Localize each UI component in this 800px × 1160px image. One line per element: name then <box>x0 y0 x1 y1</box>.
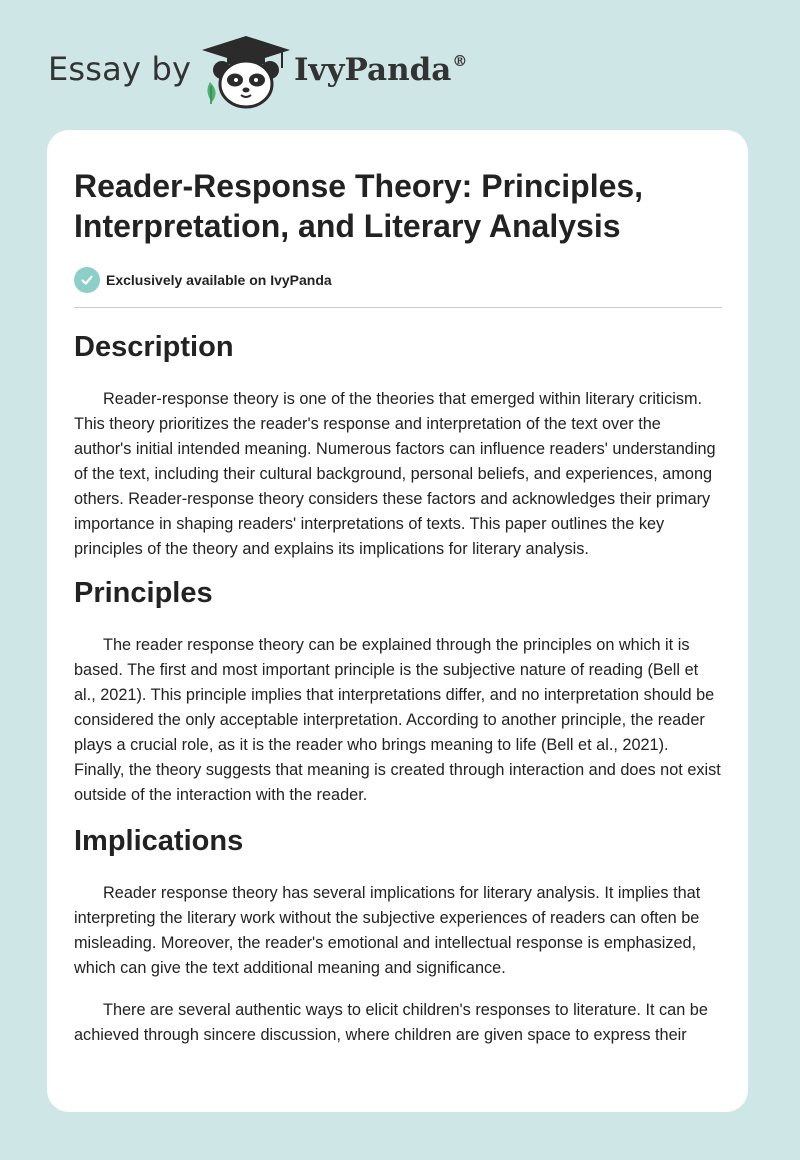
essay-content <box>74 166 722 1048</box>
panda-graduate-icon[interactable] <box>200 34 292 110</box>
section-heading-description: Description <box>74 331 234 363</box>
paragraph: There are several authentic ways to elicit children's responses to literature. It can be achieved through sincere discussion, where children are given space to express their <box>74 1001 708 1044</box>
exclusive-notice <box>74 267 722 293</box>
checkmark-icon <box>74 267 100 293</box>
title-divider <box>74 307 722 308</box>
section-heading-implications: Implications <box>74 825 244 857</box>
brand-name-text: IvyPanda <box>294 52 452 88</box>
paragraph: Reader response theory has several implications for literary analysis. It implies that interpreting the literary work without the subjective experiences of readers can often be misleading. Moreover, the reader's emotional and intellectual response is emphasized, which can give the text additional meaning and significance. <box>74 884 701 977</box>
paragraph: The reader response theory can be explained through the principles on which it is based. The first and most important principle is the subjective nature of reading (Bell et al., 2021). This principle implies that interpretations differ, and no interpretation should be considered the only acceptable interpretation. According to another principle, the reader plays a crucial role, as it is the reader who brings meaning to life (Bell et al., 2021). Finally, the theory suggests that meaning is created through interaction and does not exist outside of the interaction with the reader. <box>74 636 721 804</box>
ivypanda-brand[interactable] <box>294 52 467 88</box>
exclusive-label: Exclusively available on IvyPanda <box>106 272 332 288</box>
registered-mark: ® <box>452 52 468 70</box>
section-heading-principles: Principles <box>74 577 213 609</box>
site-header <box>0 0 800 130</box>
paragraph: Reader-response theory is one of the theories that emerged within literary criticism. This theory prioritizes the reader's response and interpretation of the text over the author's initial intended meaning. Numerous factors can influence readers' understanding of the text, including their cultural background, personal beliefs, and experiences, among others. Reader-response theory considers these factors and acknowledges their primary importance in shaping readers' interpretations of texts. This paper outlines the key principles of the theory and explains its implications for literary analysis. <box>74 390 716 558</box>
essay-by-label: Essay by <box>48 50 192 88</box>
essay-card <box>47 130 748 1112</box>
essay-title: Reader-Response Theory: Principles, Interpretation, and Literary Analysis <box>74 168 644 244</box>
